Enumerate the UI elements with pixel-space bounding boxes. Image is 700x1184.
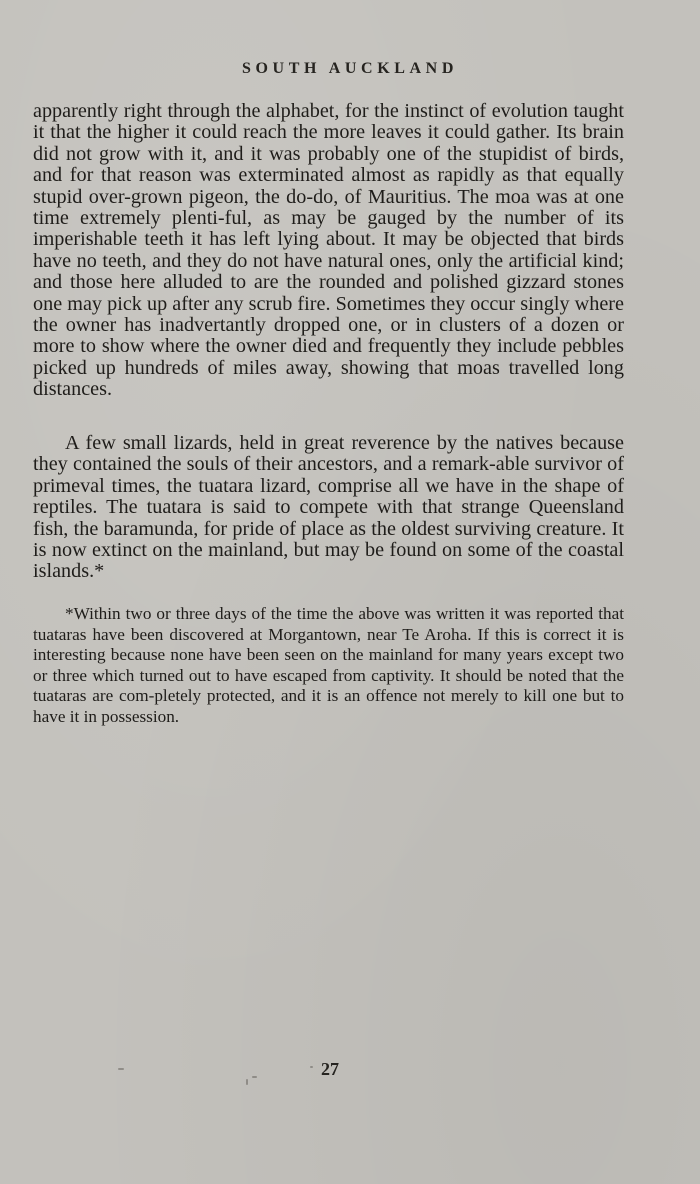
paragraph-lizards: A few small lizards, held in great reverence by the natives because they contained the souls of their ancestors, and a remark-able survivor of primeval times, the tuatara lizard, comprise all we have in the shape of reptiles. The tuatara is said to compete with that strange Queensland fish, the baramunda, for pride of place as the oldest surviving creature. It is now extinct on the mainland, but may be found on some of the coastal islands.* [33,432,624,583]
paragraph-moa: apparently right through the alphabet, for the instinct of evolution taught it that the higher it could reach the more leaves it could gather. Its brain did not grow with it, and it was probably one of the stupidist of birds, and for that reason was exterminated almost as rapidly as that equally stupid over-grown pigeon, the do-do, of Mauritius. The moa was at one time extremely plenti-ful, as may be gauged by the number of its imperishable teeth it has left lying about. It may be objected that birds have no teeth, and they do not have natural ones, only the artificial kind; and those here alluded to are the rounded and polished gizzard stones one may pick up after any scrub fire. Sometimes they occur singly where the owner has inadvertantly dropped one, or in clusters of a dozen or more to show where the owner died and frequently they include pebbles picked up hundreds of miles away, showing that moas travelled long distances. [33,100,624,401]
footnote: *Within two or three days of the time the above was written it was reported that tuataras have been discovered at Morgantown, near Te Aroha. If this is correct it is interesting because none have been seen on the mainland for many years except two or three which turned out to have escaped from captivity. It should be noted that the tuataras are com-pletely protected, and it is an offence not merely to kill one but to have it in possession. [33,604,624,726]
ink-speck [246,1079,248,1085]
ink-speck [118,1068,124,1070]
running-head: SOUTH AUCKLAND [242,60,458,77]
ink-speck [310,1066,313,1068]
ink-speck [252,1076,257,1078]
page-number: 27 [321,1059,339,1079]
